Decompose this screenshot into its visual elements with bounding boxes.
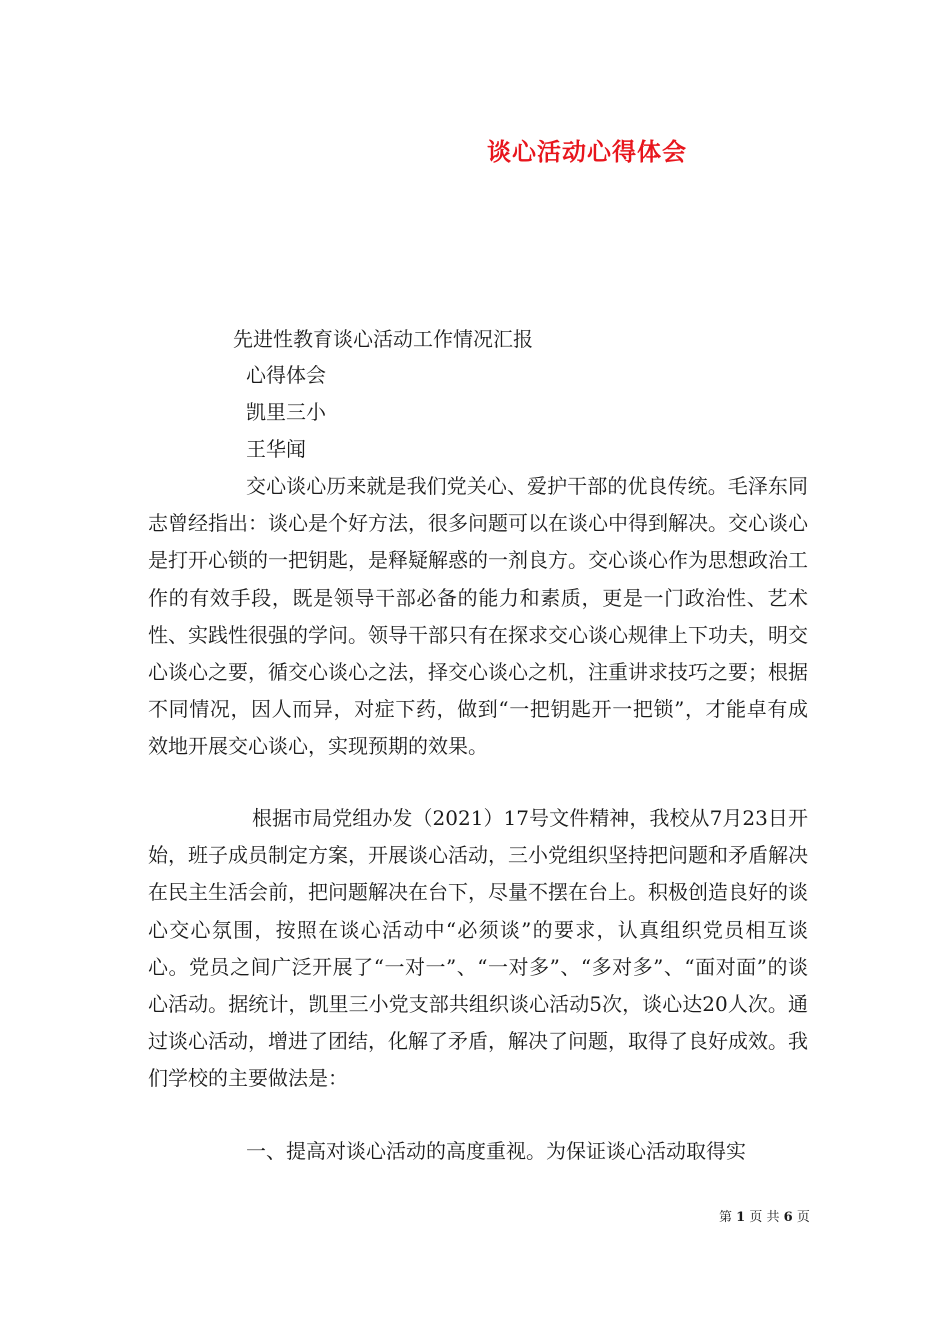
school-name: 凯里三小 [246, 400, 326, 424]
report-heading: 先进性教育谈心活动工作情况汇报 [233, 327, 533, 351]
subtitle-line: 心得体会 [246, 363, 326, 387]
paragraph-intro: 交心谈心历来就是我们党关心、爱护干部的优良传统。毛泽东同志曾经指出：谈心是个好方法，很多问题可以在谈心中得到解决。交心谈心是打开心锁的一把钥匙，是释疑解惑的一剂良方。交心谈心作为思想政治工作的有效手段，既是领导干部必备的能力和素质，更是一门政治性、艺术性、实践性很强的学问。领导干部只有在探求交心谈心规律上下功夫，明交心谈心之要，循交心谈心之法，择交心谈心之机，注重讲求技巧之要；根据不同情况，因人而异，对症下药，做到“一把钥匙开一把锁”，才能卓有成效地开展交心谈心，实现预期的效果。 [148, 474, 808, 759]
current-page-number: 1 [736, 1210, 746, 1225]
footer-prefix: 第 [719, 1210, 733, 1225]
footer-middle: 页 共 [749, 1210, 780, 1225]
paragraph-section-one: 一、提高对谈心活动的高度重视。为保证谈心活动取得实 [246, 1139, 746, 1163]
footer-suffix: 页 [796, 1210, 810, 1225]
page-footer [719, 1206, 810, 1225]
document-title: 谈心活动心得体会 [487, 137, 687, 166]
total-page-number: 6 [783, 1210, 793, 1225]
paragraph-activities: 根据市局党组办发（2021）17号文件精神，我校从7月23日开始，班子成员制定方案，开展谈心活动，三小党组织坚持把问题和矛盾解决在民主生活会前，把问题解决在台下，尽量不摆在台上。积极创造良好的谈心交心氛围，按照在谈心活动中“必须谈”的要求，认真组织党员相互谈心。党员之间广泛开展了“一对一”、“一对多”、“多对多”、“面对面”的谈心活动。据统计，凯里三小党支部共组织谈心活动5次，谈心达20人次。通过谈心活动，增进了团结，化解了矛盾，解决了问题，取得了良好成效。我们学校的主要做法是： [148, 806, 808, 1091]
author-name: 王华闻 [246, 437, 306, 461]
